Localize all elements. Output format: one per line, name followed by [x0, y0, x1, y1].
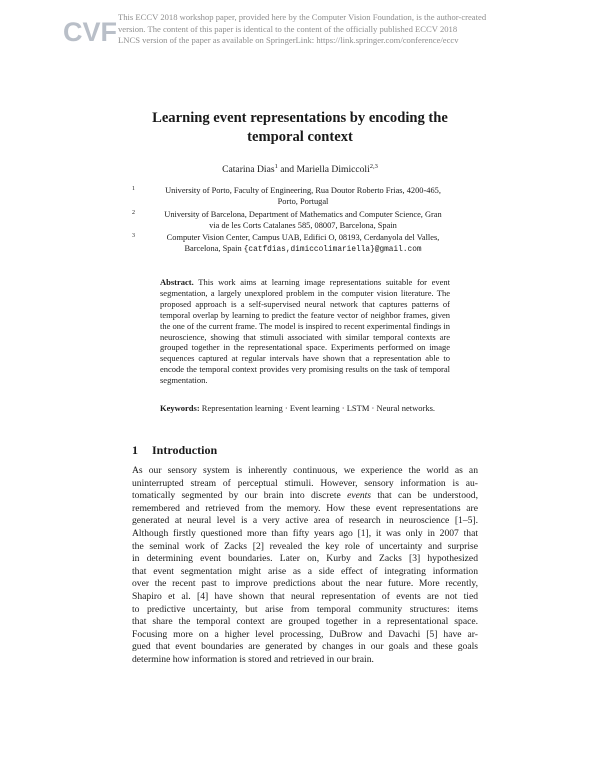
- body-text-line: determine how information is stored and retrieved in our brain.: [132, 653, 374, 665]
- body-text-line: As our sensory system is inherently continuous, we experience the world as an: [132, 465, 478, 476]
- header-notice: [118, 12, 538, 47]
- affiliation-line: [128, 243, 478, 256]
- affiliation-item: [128, 185, 478, 208]
- affiliation-number: 1: [132, 186, 135, 192]
- body-paragraph: [132, 465, 478, 667]
- author-name: Mariella Dimiccoli: [296, 164, 370, 175]
- author-affiliation-mark: 1: [274, 163, 278, 170]
- body-text-line: Focusing more on a higher level processing, DuBrow and Davachi [5] have ar-: [132, 628, 478, 640]
- body-text-line: over the recent past to improve predictions about the near future. More recently,: [132, 578, 478, 590]
- affiliation-item: [128, 232, 478, 257]
- header-notice-line: This ECCV 2018 workshop paper, provided here by the Computer Vision Foundation, is the author-created: [118, 12, 487, 22]
- cvf-logo-text: CVF: [63, 17, 117, 47]
- body-text-line: Although firstly questioned more than fifty years ago [1], it was only in 2007 that: [132, 527, 478, 539]
- body-text-line: gued that event boundaries are generated by changes in our goals and these goals: [132, 641, 478, 653]
- affiliation-line: Computer Vision Center, Campus UAB, Edifici O, 08193, Cerdanyola del Valles,: [166, 233, 440, 243]
- body-text-line: to predictive uncertainty, but arise from temporal community structures: items: [132, 603, 478, 615]
- affiliation-line: Porto, Portugal: [277, 197, 329, 207]
- author-affiliation-mark: 2,3: [369, 163, 378, 170]
- body-text-line: the seminal work of Zacks [2] revealed the key role of uncertainty and surprise: [132, 540, 478, 552]
- affiliation-number: 2: [132, 209, 135, 216]
- header-notice-line: version. The content of this paper is identical to the content of the officially published ECCV 2018: [118, 23, 458, 34]
- contact-email: {catfdias,dimiccolimariella}@gmail.com: [243, 246, 422, 255]
- keywords-label: Keywords:: [160, 403, 200, 413]
- body-text-line: uninterrupted stream of perceptual stimuli. However, sensory information is au-: [132, 477, 478, 489]
- section-number: 1: [132, 443, 138, 457]
- affiliation-line: University of Porto, Faculty of Engineering, Rua Doutor Roberto Frias, 4200-465,: [165, 186, 441, 195]
- abstract: [160, 277, 450, 386]
- affiliation-location: Barcelona, Spain: [184, 244, 244, 254]
- abstract-label: Abstract.: [160, 277, 194, 287]
- abstract-text: This work aims at learning image representations suitable for event segmentation, a largely unexplored problem in the computer vision literature. The proposed approach is a self-supervised neural network that captures patterns of temporal overlap by learning to predict the feature vector of neighbor frames, given the one of the current frame. The model is inspired to recent experimental findings in neuroscience, showing that stimuli associated with similar temporal contexts are grouped together in the representational space. Experiments performed on image sequences captured at regular intervals have shown that a representation able to encode the temporal context provides very promising results on the task of temporal segmentation.: [160, 277, 450, 386]
- keywords-text: Representation learning · Event learning · LSTM · Neural networks.: [201, 403, 436, 413]
- author-conjunction: and: [277, 164, 297, 175]
- section-heading: [132, 443, 217, 458]
- body-text-line: in determining event boundaries. Later on, Kurby and Zacks [3] hypothesized: [132, 553, 478, 565]
- body-text-line: Shapiro et al. [4] have shown that neural representation of events are not tied: [132, 590, 478, 602]
- section-title: Introduction: [152, 443, 218, 457]
- affiliation-list: [128, 185, 478, 258]
- keywords: [160, 403, 450, 414]
- author-name: Catarina Dias: [222, 164, 275, 175]
- affiliation-line: via de les Corts Catalanes 585, 08007, Barcelona, Spain: [209, 220, 397, 230]
- body-text-line: remembered and retrieved from the memory. How these event representations are: [132, 502, 478, 514]
- paper-title-line: Learning event representations by encoding the: [152, 110, 448, 126]
- author-list: [0, 164, 600, 175]
- affiliation-number: 3: [132, 233, 135, 240]
- affiliation-item: [128, 209, 478, 232]
- cvf-logo: [62, 12, 117, 48]
- header-notice-line: LNCS version of the paper as available on SpringerLink: https://link.springer.com/conference/eccv: [118, 35, 459, 45]
- body-text-line: generated at neural level is a very active area of research in neuroscience [1–5].: [132, 515, 478, 527]
- body-text-line: that share the temporal context are grouped together in a representational space.: [132, 616, 478, 628]
- body-text-line: tomatically segmented by our brain into discrete events that can be understood,: [132, 490, 478, 502]
- body-text-line: that event segmentation might arise as a side effect of integrating information: [132, 565, 478, 577]
- paper-title-line: temporal context: [247, 129, 353, 145]
- paper-title: [0, 109, 600, 147]
- affiliation-line: University of Barcelona, Department of Mathematics and Computer Science, Gran: [164, 209, 442, 219]
